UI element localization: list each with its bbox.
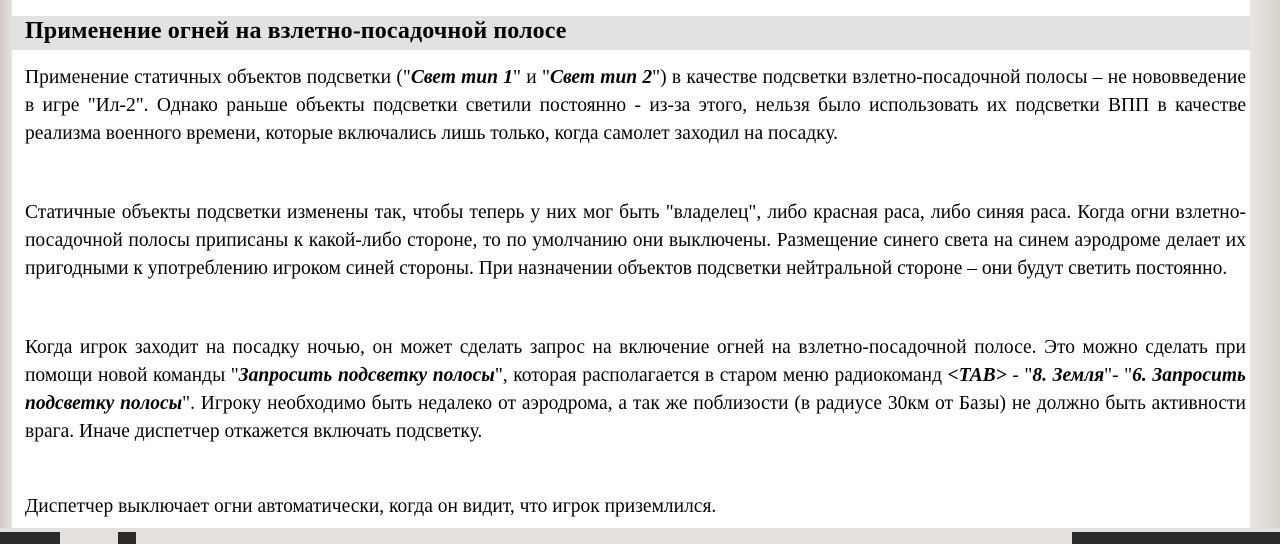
paragraph-2 <box>25 199 1246 283</box>
bottom-dark-block <box>118 532 136 544</box>
emphasis-request-lights-menu-item: 6. Запросить подсветку полосы <box>25 365 1246 414</box>
bottom-dark-block <box>1072 532 1280 544</box>
emphasis-light-type-1: Свет тип 1 <box>410 67 514 88</box>
section-heading: Применение огней на взлетно-посадочной полосе <box>25 18 567 44</box>
text-run: "- " <box>1104 365 1133 386</box>
text-run: - " <box>1006 365 1033 386</box>
right-window-edge <box>1250 0 1280 544</box>
text-run: Применение статичных объектов подсветки (" <box>25 67 411 88</box>
text-run: ". Игроку необходимо быть недалеко от аэродрома, а так же поблизости (в радиусе 30км от Базы) не должно быть активности врага. Иначе диспетчер откажется включать подсветку. <box>25 393 1246 442</box>
emphasis-light-type-2: Свет тип 2 <box>549 67 653 88</box>
emphasis-request-lights-command: Запросить подсветку полосы <box>238 365 495 386</box>
bottom-edge-strip <box>0 528 1280 544</box>
paragraph-3 <box>25 334 1246 446</box>
paragraph-4 <box>25 493 1246 521</box>
emphasis-tab-key: <TAB> <box>947 365 1007 386</box>
text-run: " и " <box>513 67 550 88</box>
paragraph-1 <box>25 64 1246 148</box>
text-run: Когда игрок заходит на посадку ночью, он может сделать запрос на включение огней на взлетно-посадочной полосе. Это можно сделать при помощи новой команды " <box>25 337 1246 386</box>
text-run: ", которая располагается в старом меню радиокоманд <box>494 365 948 386</box>
document-page <box>12 0 1250 528</box>
text-run: Диспетчер выключает огни автоматически, когда он видит, что игрок приземлился. <box>25 496 717 517</box>
emphasis-ground-menu: 8. Земля <box>1032 365 1105 386</box>
text-run: Статичные объекты подсветки изменены так, чтобы теперь у них мог быть "владелец", либо красная раса, либо синяя раса. Когда огни взлетно-посадочной полосы приписаны к какой-либо стороне, то по умолчанию они выключены. Размещение синего света на синем аэродроме делает их пригодными к употреблению игроком синей стороны. При назначении объектов подсветки нейтральной стороне – они будут светить постоянно. <box>25 202 1246 279</box>
text-run: ") в качестве подсветки взлетно-посадочной полосы – не нововведение в игре "Ил-2". Однако раньше объекты подсветки светили постоянно - из-за этого, нельзя было использовать их подсветки ВПП в качестве реализма военного времени, которые включались лишь только, когда самолет заходил на посадку. <box>25 67 1246 144</box>
left-window-edge <box>0 0 12 544</box>
bottom-dark-block <box>0 532 60 544</box>
